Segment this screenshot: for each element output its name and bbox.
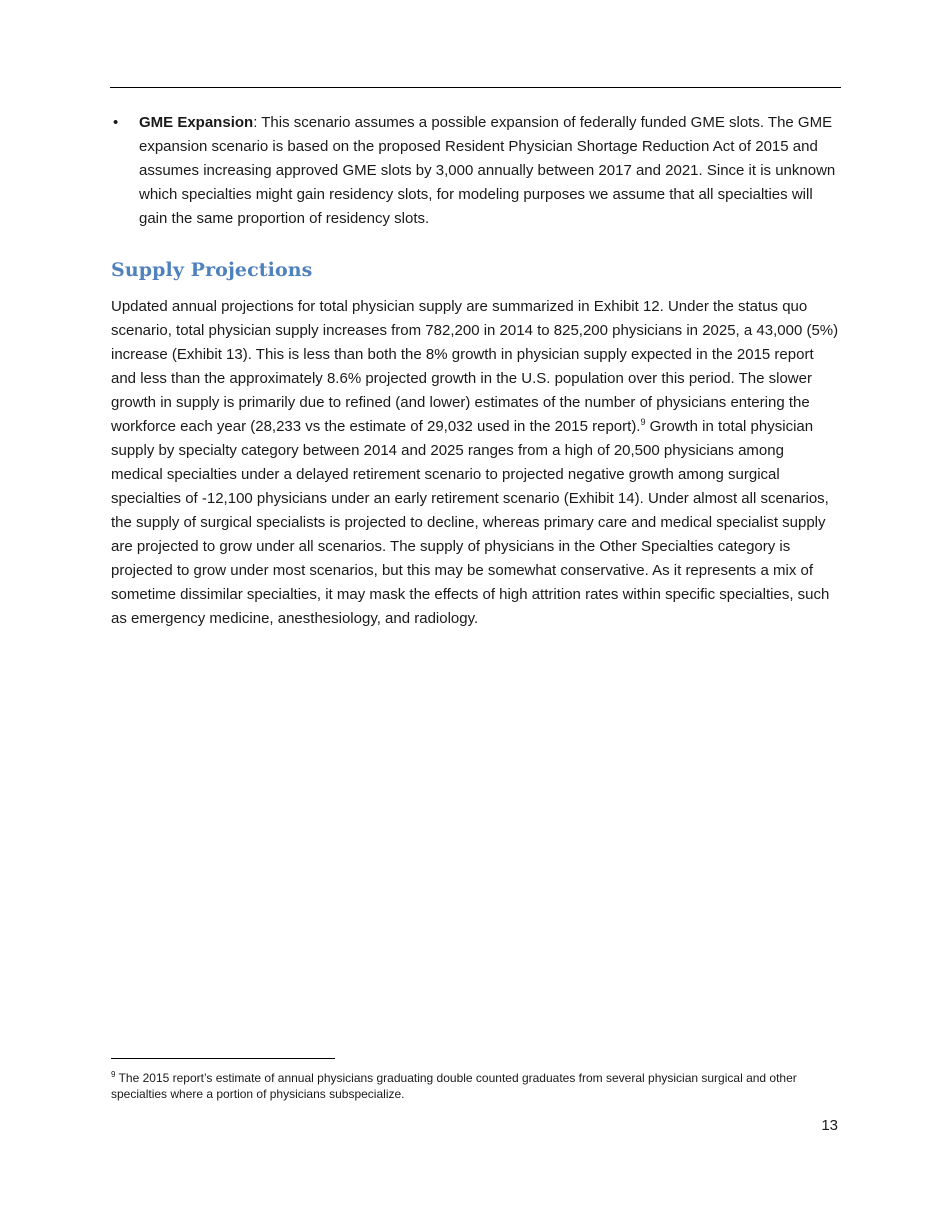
footnote-mark: 9	[111, 1070, 116, 1079]
paragraph-part-2: Growth in total physician supply by specialty category between 2014 and 2025 ranges from a high of 20,500 physicians among medical specialties under a delayed retirement scenario to projected negative growth among surgical specialties of -12,100 physicians under an early retirement scenario (Exhibit 14). Under almost all scenarios, the supply of surgical specialists is projected to decline, whereas primary care and medical specialist supply are projected to grow under all scenarios. The supply of physicians in the Other Specialties category is projected to grow under most scenarios, but this may be somewhat conservative. As it represents a mix of sometime dissimilar specialties, it may mask the effects of high attrition rates within specific specialties, such as emergency medicine, anesthesiology, and radiology.	[111, 418, 830, 627]
footnote-text: The 2015 report’s estimate of annual physicians graduating double counted graduates from several physician surgical and other specialties where a portion of physicians subspecialize.	[111, 1071, 797, 1101]
bullet-list-item	[111, 111, 841, 231]
paragraph-part-1: Updated annual projections for total physician supply are summarized in Exhibit 12. Under the status quo scenario, total physician supply increases from 782,200 in 2014 to 825,200 physicians in 2025, a 43,000 (5%) increase (Exhibit 13). This is less than both the 8% growth in physician supply expected in the 2015 report and less than the approximately 8.6% projected growth in the U.S. population over this period. The slower growth in supply is primarily due to refined (and lower) estimates of the number of physicians entering the workforce each year (28,233 vs the estimate of 29,032 used in the 2015 report).	[111, 298, 839, 435]
body-paragraph	[111, 295, 839, 631]
footnote	[111, 1070, 841, 1102]
section-heading: Supply Projections	[111, 259, 313, 281]
bullet-term: GME Expansion	[139, 114, 254, 131]
footnote-reference[interactable]: 9	[640, 417, 646, 427]
footnote-divider	[111, 1058, 335, 1059]
header-rule	[110, 87, 841, 88]
bullet-text	[139, 111, 841, 231]
bullet-description: : This scenario assumes a possible expansion of federally funded GME slots. The GME expansion scenario is based on the proposed Resident Physician Shortage Reduction Act of 2015 and assumes increasing approved GME slots by 3,000 annually between 2017 and 2021. Since it is unknown which specialties might gain residency slots, for modeling purposes we assume that all specialties will gain the same proportion of residency slots.	[139, 114, 836, 227]
page-number: 13	[821, 1117, 838, 1134]
bullet-icon: •	[113, 114, 119, 131]
